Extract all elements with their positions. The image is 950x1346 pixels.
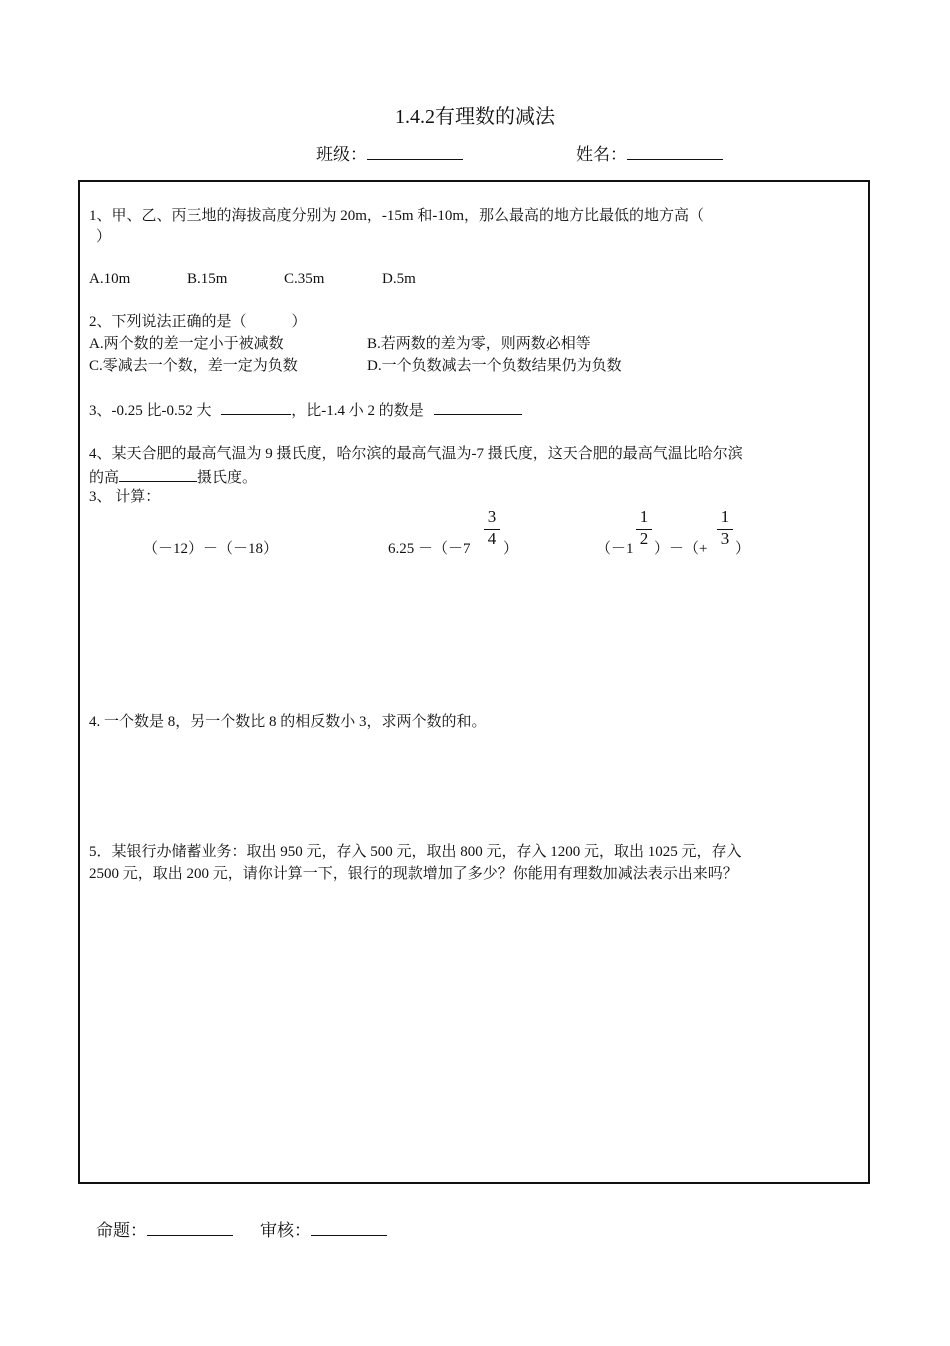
fraction-3b-denominator: 3: [720, 529, 730, 548]
class-blank[interactable]: [367, 143, 463, 160]
question-1-stem: 1、甲、乙、丙三地的海拔高度分别为 20m，-15m 和-10m，那么最高的地方比最低的地方高（: [89, 208, 704, 224]
fraction-3b-numerator: 1: [720, 507, 730, 526]
question-2-stem: 2、下列说法正确的是（ ）: [89, 314, 307, 330]
question-3: [89, 398, 522, 422]
question-6-line-2: 2500 元，取出 200 元，请你计算一下，银行的现款增加了多少？你能用有理数加减法表示出来吗？: [89, 866, 738, 882]
question-1-option-c: C.35m: [284, 271, 325, 287]
proposer-label: 命题：: [96, 1221, 147, 1240]
question-4-line-1: 4、某天合肥的最高气温为 9 摄氏度，哈尔滨的最高气温为-7 摄氏度，这天合肥的最高气温比哈尔滨: [89, 446, 743, 462]
reviewer-field: [260, 1216, 387, 1241]
question-2-option-b: B.若两数的差为零，则两数必相等: [367, 336, 591, 352]
fraction-2-denominator: 4: [487, 529, 497, 548]
question-4-blank[interactable]: [119, 465, 197, 482]
reviewer-label: 审核：: [260, 1221, 311, 1240]
proposer-field: [96, 1216, 233, 1241]
question-6-line-1: 5．某银行办储蓄业务：取出 950 元，存入 500 元，取出 800 元，存入 1200 元，取出 1025 元，存入: [89, 844, 742, 860]
calc-expression-3-left: （－1: [596, 541, 634, 557]
name-label: 姓名：: [576, 145, 627, 164]
question-5: 4. 一个数是 8，另一个数比 8 的相反数小 3，求两个数的和。: [89, 714, 487, 730]
calc-expression-3-right: ）: [735, 541, 751, 557]
name-blank[interactable]: [627, 143, 723, 160]
page-title: 1.4.2有理数的减法: [395, 106, 555, 128]
calc-expression-3-mid: ）－（+: [654, 541, 708, 557]
question-1-option-a: A.10m: [89, 271, 131, 287]
question-2-option-a: A.两个数的差一定小于被减数: [89, 336, 284, 352]
class-label: 班级：: [316, 145, 367, 164]
question-3-part-2: ，比-1.4 小 2 的数是: [291, 403, 424, 419]
calc-expression-1: （－12）－（－18）: [143, 541, 279, 557]
question-2-option-c: C.零减去一个数，差一定为负数: [89, 358, 298, 374]
question-3-blank-2[interactable]: [434, 398, 522, 415]
proposer-blank[interactable]: [147, 1219, 233, 1236]
question-1-option-b: B.15m: [187, 271, 228, 287]
question-2-option-d: D.一个负数减去一个负数结果仍为负数: [367, 358, 622, 374]
name-field: [576, 140, 723, 165]
question-4-prefix: 的高: [89, 470, 120, 486]
fraction-3a-numerator: 1: [639, 507, 649, 526]
question-3-blank-1[interactable]: [221, 398, 291, 415]
question-1-option-d: D.5m: [382, 271, 416, 287]
calc-expression-2-left: 6.25 －（－7: [388, 541, 471, 557]
calc-heading: 3、 计算：: [89, 489, 161, 505]
class-field: [316, 140, 463, 165]
fraction-3a-denominator: 2: [639, 529, 649, 548]
question-4-suffix: 摄氏度。: [197, 470, 258, 486]
question-1-stem-end: ）: [96, 229, 112, 245]
question-3-part-1: 3、-0.25 比-0.52 大: [89, 403, 212, 419]
fraction-2-numerator: 3: [487, 507, 497, 526]
calc-expression-2-right: ）: [503, 541, 519, 557]
reviewer-blank[interactable]: [311, 1219, 387, 1236]
